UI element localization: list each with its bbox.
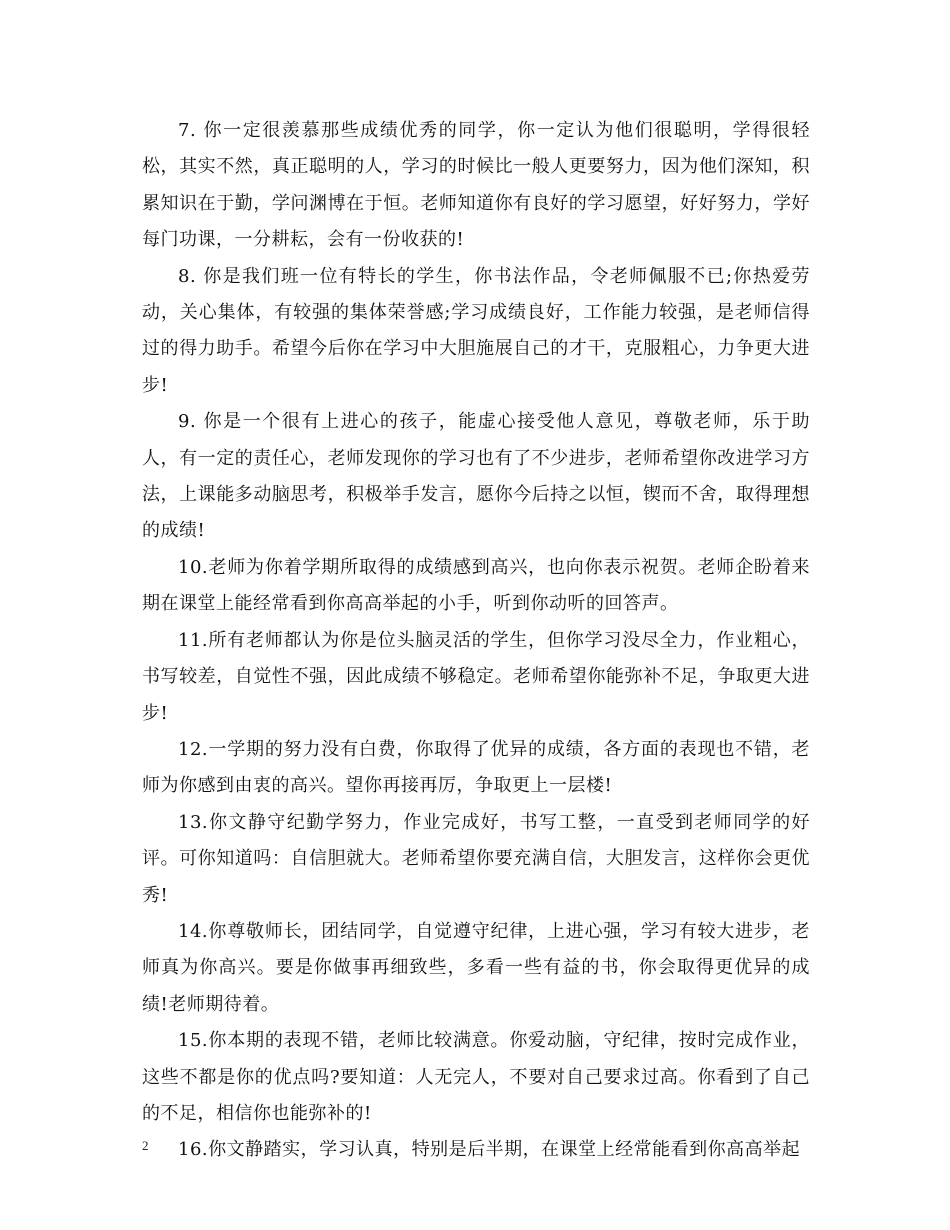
comment-paragraph-9: 9. 你是一个很有上进心的孩子，能虚心接受他人意见，尊敬老师，乐于助人，有一定的责任心，老师发现你的学习也有了不少进步，老师希望你改进学习方法，上课能多动脑思考，积极举手发言，愿你今后持之以恒，锲而不舍，取得理想的成绩!: [142, 411, 810, 542]
comment-paragraph-16: 16.你文静踏实，学习认真，特别是后半期，在课堂上经常能看到你高高举起: [178, 1139, 801, 1161]
comment-paragraph-12: 12.一学期的努力没有白费，你取得了优异的成绩，各方面的表现也不错，老师为你感到由衷的高兴。望你再接再厉，争取更上一层楼!: [142, 738, 810, 797]
comment-paragraph-14: 14.你尊敬师长，团结同学，自觉遵守纪律，上进心强，学习有较大进步，老师真为你高兴。要是你做事再细致些，多看一些有益的书，你会取得更优异的成绩!老师期待着。: [142, 920, 810, 1015]
document-body: [142, 113, 810, 1169]
comment-paragraph-15: 15.你本期的表现不错，老师比较满意。你爱动脑，守纪律，按时完成作业，这些不都是你的优点吗?要知道：人无完人，不要对自己要求过高。你看到了自己的不足，相信你也能弥补的!: [142, 1030, 810, 1124]
comment-paragraph-8: 8. 你是我们班一位有特长的学生，你书法作品，令老师佩服不已;你热爱劳动，关心集体，有较强的集体荣誉感;学习成绩良好，工作能力较强，是老师信得过的得力助手。希望今后你在学习中大胆施展自己的才干，克服粗心，力争更大进步!: [142, 265, 810, 396]
comment-paragraph-7: 7. 你一定很羡慕那些成绩优秀的同学，你一定认为他们很聪明，学得很轻松，其实不然，真正聪明的人，学习的时候比一般人更要努力，因为他们深知，积累知识在于勤，学问渊博在于恒。老师知道你有良好的学习愿望，好好努力，学好每门功课，一分耕耘，会有一份收获的!: [142, 120, 810, 251]
comment-paragraph-11: 11.所有老师都认为你是位头脑灵活的学生，但你学习没尽全力，作业粗心，书写较差，自觉性不强，因此成绩不够稳定。老师希望你能弥补不足，争取更大进步!: [142, 629, 810, 724]
comment-paragraph-13: 13.你文静守纪勤学努力，作业完成好，书写工整，一直受到老师同学的好评。可你知道吗：自信胆就大。老师希望你要充满自信，大胆发言，这样你会更优秀!: [142, 811, 810, 906]
comment-paragraph-10: 10.老师为你着学期所取得的成绩感到高兴，也向你表示祝贺。老师企盼着来期在课堂上能经常看到你高高举起的小手，听到你动听的回答声。: [142, 556, 810, 615]
page-number: 2: [142, 1138, 149, 1153]
